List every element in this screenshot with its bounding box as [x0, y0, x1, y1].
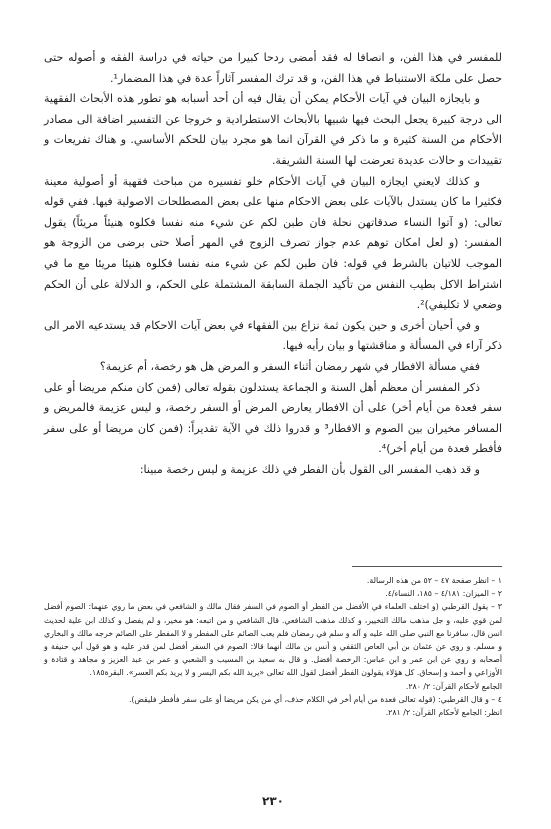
- footnote-4-source: انظر: الجامع لأحكام القرآن: ٢/ ٢٨١.: [385, 708, 502, 718]
- paragraph-1: للمفسر في هذا الفن، و انصافا له فقد أمضى ردحا كبيرا من حياته في دراسة الفقه و أصوله حتى حصل على ملكة الاستنباط في هذا الفن، و قد ترك المفسر آثاراً عدة في هذا المضمار¹.: [44, 51, 502, 85]
- document-page: [44, 48, 502, 818]
- footnote-3-source: الجامع لأحكام القرآن: ٢/ ٢٨٠.: [405, 681, 502, 691]
- paragraph-7: و قد ذهب المفسر الى القول بأن الفطر في ذلك عزيمة و ليس رخصة مبينا:: [139, 462, 480, 476]
- paragraph-2: و بايجازه البيان في آيات الأحكام يمكن أن يقال فيه أن أحد أسبابه هو تطور هذه الأبحاث الفقهية الى درجة كبيرة يجعل البحث فيها شبيها بالأبحاث الاستطرادية و خروجا عن التفسير اضافة الى مصادر الأحكام من السنة كثيرة و ما ذكر في القرآن انما هو مجرد بيان للحكم الأساسي. و هناك تفريعات و تقييدات و حالات عديدة تعرضت لها السنة الشريفة.: [44, 92, 502, 167]
- footnote-2: ٢ – الميزان: ٤/١٨١ – ١٨٥، النساء/٤.: [385, 589, 502, 599]
- footnotes: [44, 574, 502, 719]
- footnote-divider: [352, 566, 502, 567]
- footnote-1: ١ – انظر صفحة ٤٧ – ٥٢ من هذه الرسالة.: [366, 576, 502, 585]
- paragraph-4: و في أحيان أخرى و حين يكون ثمة نزاع بين الفقهاء في بعض آيات الاحكام قد يستدعيه الامر الى ذكر آراء في المسألة و مناقشتها و بيان رأيه فيها.: [44, 318, 502, 353]
- paragraph-5: ففي مسألة الافطار في شهر رمضان أثناء السفر و المرض هل هو رخصة، أم عزيمة؟: [99, 359, 480, 373]
- footnote-4: ٤ – و قال القرطبي: (قوله تعالى فعدة من أيام أخر في الكلام حذف، أي من يكن مريضا أو على سفر فأفطر فليقض).: [128, 694, 502, 704]
- paragraph-6: ذكر المفسر أن معظم أهل السنة و الجماعة يستدلون بقوله تعالى (فمن كان منكم مريضا أو على سفر فعدة من أيام أخر) على أن الافطار يعارض المرض أو السفر رخصة، و ليس عزيمة فالمريض و المسافر مخيران بين الصوم و الافطار³ و قدروا ذلك في الآية تقديراً: (فمن كان مريضا أو على سفر فأفطر فعدة من أيام أخر)⁴.: [44, 380, 502, 456]
- footnote-3: ٣ – يقول القرطبي (و اختلف العلماء في الأفضل من الفطر أو الصوم في السفر فقال مالك و الشافعي في بعض ما روي عنهما: الصوم أفضل لمن قوي عليه، و جل مذهب مالك التخيير، و كذلك مذهب الشافعي. قال الشافعي و من اتبعه: هو مخير، و لم يفصل و كذلك ابن علية لحديث انس قال، سافرنا مع النبي صلى الله عليه و آله و سلم في رمضان فلم يعب الصائم على المفطر و لا المفطر على الصائم خرجه مالك و البخاري و مسلم. و روي عن عثمان بن أبي العاص الثقفي و أنس بن مالك أنهما قالا: الصوم في السفر أفضل لمن قدر عليه و هو قول أبي حنيفة و أصحابه و روي عن ابن عمر و ابن عباس: الرخصة أفضل. و قال به سعيد بن المسيب و الشعبي و عمر بن عبد العزيز و مجاهد و قتادة و الأوزاعي و أحمد و إسحاق. كل هؤلاء يقولون الفطر أفضل لقول الله تعالى «يريد الله بكم اليسر و لا يريد بكم العسر». البقرة١٨٥.: [44, 602, 502, 678]
- paragraph-3: و كذلك لايعني ايجازه البيان في آيات الأحكام خلو تفسيره من مباحث فقهية أو أصولية معينة فكثيرا ما كان يستدل بالآيات على بعض الاحكام منها على بعض المصطلحات الاصولية فيها. ففي قوله تعالى: (و آتوا النساء صدقاتهن نحلة فان طبن لكم عن شيء منه نفسا فكلوه هنيئاً مريئاً) يقول المفسر: (و لعل امكان توهم عدم جواز تصرف الزوج في المهر أصلا حتى برضى من الزوجة هو الموجب للاتيان بالشرط في قوله: فان طبن لكم عن شيء منه نفسا فكلوه هنيئا مريئا مع ما في اشتراط الاكل بطيب النفس من تأكيد الجملة السابقة المشتملة على الحكم، و الدلالة على أن الحكم وضعي لا تكليفي)².: [44, 174, 502, 312]
- page-number: ٢٣٠: [262, 794, 284, 808]
- main-text: [44, 48, 502, 480]
